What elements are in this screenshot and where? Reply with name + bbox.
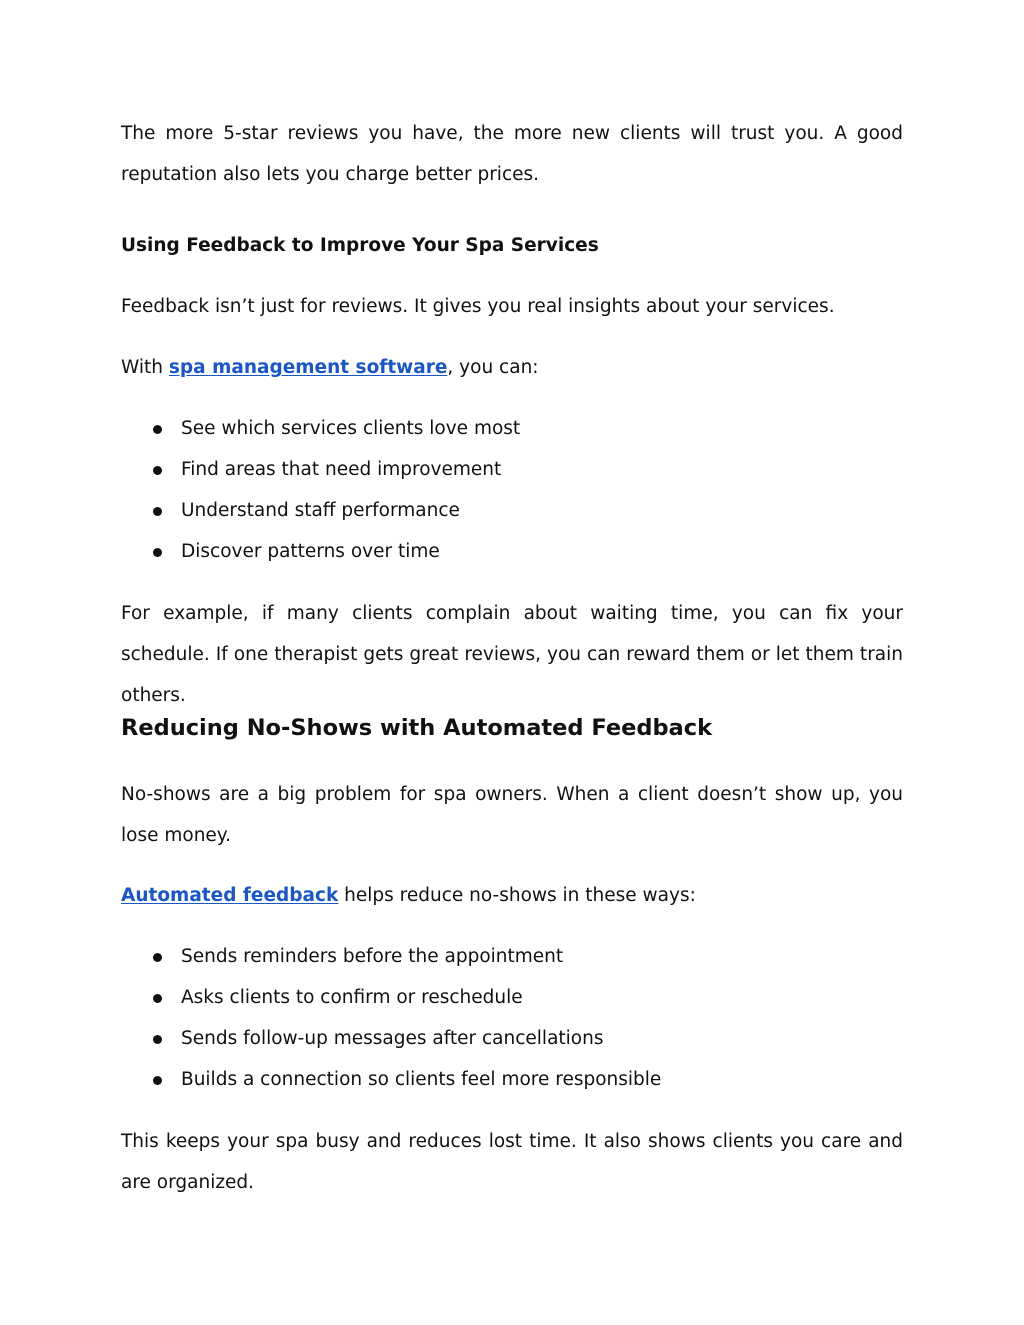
bullet-icon: [153, 1035, 162, 1044]
list-item: [121, 416, 903, 457]
list-item-text: Discover patterns over time: [181, 541, 440, 562]
bullet-icon: [153, 507, 162, 516]
with-suffix-text: , you can:: [447, 357, 539, 378]
list-item-text: Sends follow-up messages after cancellations: [181, 1028, 604, 1049]
with-prefix-text: With: [121, 357, 169, 378]
paragraph-insights: Feedback isn’t just for reviews. It gives you real insights about your services.: [121, 296, 835, 317]
spa-management-software-link[interactable]: spa management software: [168, 357, 448, 378]
list-item: [121, 985, 903, 1026]
list-item-text: Find areas that need improvement: [181, 459, 502, 480]
list-item: [121, 944, 903, 985]
list-item-text: Asks clients to confirm or reschedule: [181, 987, 523, 1008]
bullet-icon: [153, 994, 162, 1003]
paragraph-with-software: [121, 355, 903, 381]
list-item: [121, 457, 903, 498]
feedback-benefits-list: [121, 416, 903, 580]
bullet-icon: [153, 953, 162, 962]
bullet-icon: [153, 548, 162, 557]
bullet-icon: [153, 1076, 162, 1085]
list-item-text: Builds a connection so clients feel more responsible: [181, 1069, 662, 1090]
no-show-reduction-list: [121, 944, 903, 1108]
paragraph-no-shows: No-shows are a big problem for spa owners. When a client doesn’t show up, you lose money.: [121, 784, 903, 846]
paragraph-closing: This keeps your spa busy and reduces lost time. It also shows clients you care and are organized.: [121, 1131, 903, 1193]
list-item-text: Sends reminders before the appointment: [181, 946, 564, 967]
list-item: [121, 539, 903, 580]
bullet-icon: [153, 425, 162, 434]
heading-using-feedback: Using Feedback to Improve Your Spa Services: [121, 235, 599, 256]
paragraph-automated-feedback: [121, 883, 903, 909]
list-item: [121, 1026, 903, 1067]
paragraph-reviews: The more 5-star reviews you have, the more new clients will trust you. A good reputation also lets you charge better prices.: [121, 123, 903, 185]
paragraph-example: For example, if many clients complain about waiting time, you can fix your schedule. If one therapist gets great reviews, you can reward them or let them train others.: [121, 603, 903, 706]
list-item-text: Understand staff performance: [181, 500, 460, 521]
list-item-text: See which services clients love most: [181, 418, 521, 439]
list-item: [121, 1067, 903, 1108]
list-item: [121, 498, 903, 539]
bullet-icon: [153, 466, 162, 475]
automated-suffix-text: helps reduce no-shows in these ways:: [338, 885, 696, 906]
automated-feedback-link[interactable]: Automated feedback: [121, 885, 339, 906]
heading-reducing-no-shows: Reducing No-Shows with Automated Feedback: [121, 715, 713, 741]
